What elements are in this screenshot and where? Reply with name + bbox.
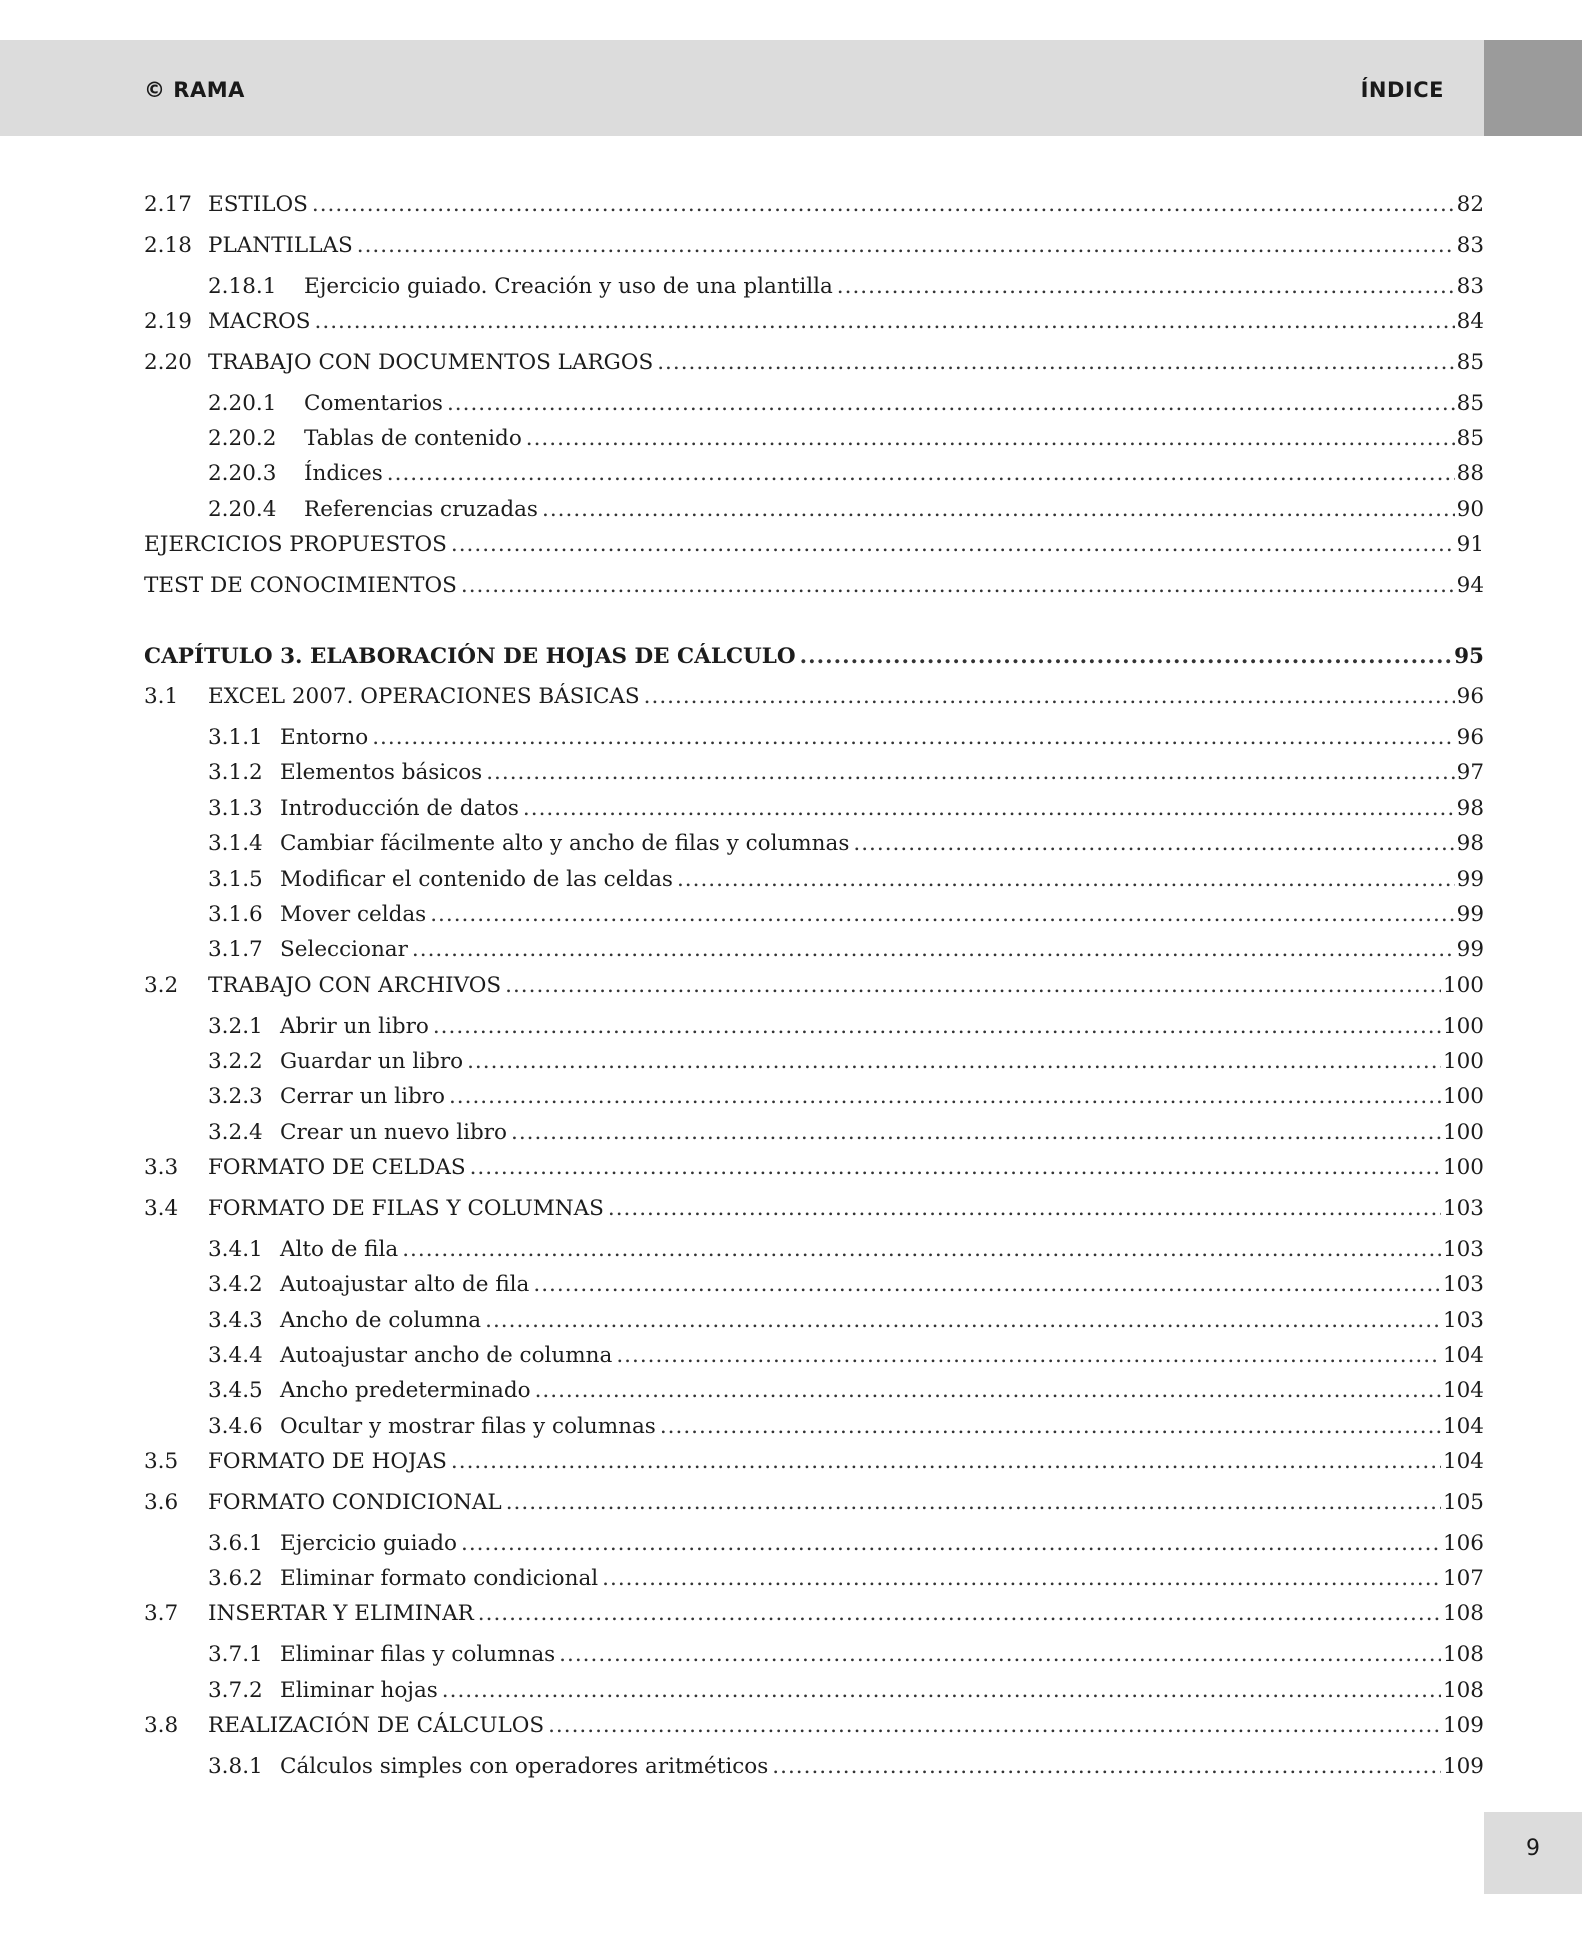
toc-entry — [144, 1713, 1484, 1754]
dot-leader — [559, 1642, 1441, 1667]
toc-entry — [144, 1196, 1484, 1237]
toc-entry — [144, 497, 1484, 532]
dot-leader — [387, 461, 1455, 486]
toc-entry — [144, 1343, 1484, 1378]
toc-entry-title: Tablas de contenido — [304, 425, 522, 451]
toc-entry-page: 96 — [1456, 725, 1484, 751]
toc-entry-page: 104 — [1442, 1449, 1484, 1475]
dot-leader — [837, 274, 1455, 299]
toc-entry-page: 104 — [1442, 1378, 1484, 1404]
toc-entry-page: 82 — [1456, 192, 1484, 217]
toc-entry-title: Ocultar y mostrar filas y columnas — [280, 1413, 656, 1439]
dot-leader — [608, 1196, 1441, 1221]
dot-leader — [433, 1014, 1441, 1039]
toc-entry-title: Guardar un libro — [280, 1048, 464, 1074]
toc-entry-number: 2.20.2 — [208, 425, 277, 451]
toc-entry-title: Eliminar filas y columnas — [280, 1642, 556, 1668]
toc-entry-title: TRABAJO CON ARCHIVOS — [208, 972, 502, 998]
toc-entry-page: 84 — [1456, 308, 1484, 334]
toc-entry — [144, 1490, 1484, 1531]
dot-leader — [461, 1531, 1441, 1556]
toc-entry-title: Alto de fila — [280, 1236, 399, 1262]
dot-leader — [548, 1713, 1441, 1738]
dot-leader — [486, 760, 1454, 785]
toc-entry — [144, 684, 1484, 725]
toc-entry — [144, 573, 1484, 614]
dot-leader — [800, 644, 1452, 669]
dot-leader — [644, 684, 1455, 709]
toc-entry-title: Referencias cruzadas — [304, 496, 538, 522]
dot-leader — [430, 902, 1454, 927]
dot-leader — [312, 192, 1455, 217]
toc-entry-page: 105 — [1442, 1489, 1484, 1515]
toc-entry-page: 99 — [1456, 937, 1484, 963]
toc-entry-title: Cambiar fácilmente alto y ancho de filas y columnas — [280, 831, 850, 857]
dot-leader — [677, 867, 1455, 892]
toc-entry-title: PLANTILLAS — [208, 232, 353, 258]
toc-entry-number: 3.2 — [144, 972, 179, 998]
toc-entry — [144, 532, 1484, 573]
dot-leader — [526, 426, 1455, 451]
toc-entry-number: 3.8.1 — [208, 1753, 263, 1779]
toc-entry-title: Eliminar hojas — [280, 1677, 438, 1703]
toc-entry — [144, 461, 1484, 496]
toc-entry-page: 103 — [1442, 1195, 1484, 1221]
toc-entry-number: 3.1.2 — [208, 760, 263, 786]
toc-entry-title: INSERTAR Y ELIMINAR — [208, 1601, 474, 1627]
toc-entry-title: CAPÍTULO 3. ELABORACIÓN DE HOJAS DE CÁLCULO — [144, 643, 796, 669]
toc-entry — [144, 309, 1484, 350]
page-number: 9 — [1526, 1836, 1540, 1861]
toc-entry-number: 2.18.1 — [208, 273, 277, 299]
toc-entry-title: Ancho de columna — [280, 1307, 482, 1333]
toc-entry-page: 109 — [1442, 1753, 1484, 1779]
toc-entry — [144, 831, 1484, 866]
toc-entry — [144, 192, 1484, 233]
toc-entry — [144, 760, 1484, 795]
toc-entry-number: 3.7 — [144, 1601, 179, 1627]
toc-entry — [144, 937, 1484, 972]
toc-entry-number: 3.5 — [144, 1449, 179, 1475]
toc-entry — [144, 867, 1484, 902]
toc-entry-title: Comentarios — [304, 390, 443, 416]
dot-leader — [470, 1155, 1441, 1180]
dot-leader — [660, 1414, 1441, 1439]
toc-entry-page: 100 — [1442, 972, 1484, 998]
toc-entry-title: TRABAJO CON DOCUMENTOS LARGOS — [208, 349, 654, 375]
dot-leader — [357, 233, 1455, 258]
toc-entry-number: 3.1.7 — [208, 937, 263, 963]
toc-entry-title: Eliminar formato condicional — [280, 1566, 599, 1592]
dot-leader — [772, 1754, 1441, 1779]
toc-entry-page: 90 — [1456, 496, 1484, 522]
toc-entry-title: FORMATO DE FILAS Y COLUMNAS — [208, 1195, 604, 1221]
toc-entry-title: Autoajustar alto de fila — [280, 1272, 530, 1298]
dot-leader — [533, 1272, 1441, 1297]
toc-entry-page: 100 — [1442, 1155, 1484, 1181]
dot-leader — [853, 831, 1454, 856]
toc-entry-title: REALIZACIÓN DE CÁLCULOS — [208, 1713, 545, 1739]
dot-leader — [461, 573, 1455, 598]
toc-entry — [144, 1272, 1484, 1307]
dot-leader — [447, 391, 1455, 416]
toc-entry — [144, 1237, 1484, 1272]
dot-leader — [657, 350, 1454, 375]
toc-entry — [144, 796, 1484, 831]
toc-entry-page: 83 — [1456, 232, 1484, 258]
toc-entry — [144, 1566, 1484, 1601]
toc-entry-title: Índices — [304, 461, 383, 487]
dot-leader — [478, 1601, 1441, 1626]
toc-entry-number: 3.3 — [144, 1155, 179, 1181]
toc-entry — [144, 1308, 1484, 1343]
toc-entry-number: 3.2.2 — [208, 1048, 263, 1074]
toc-entry-number: 2.20 — [144, 349, 192, 375]
toc-entry-number: 2.20.4 — [208, 496, 277, 522]
toc-chapter-entry — [144, 644, 1484, 685]
running-header-right: ÍNDICE — [1360, 78, 1444, 102]
dot-leader — [402, 1237, 1441, 1262]
dot-leader — [451, 1449, 1441, 1474]
dot-leader — [449, 1084, 1441, 1109]
dot-leader — [467, 1049, 1441, 1074]
toc-entry-page: 91 — [1456, 532, 1484, 558]
toc-entry-page: 96 — [1456, 684, 1484, 710]
toc-entry-number: 2.20.3 — [208, 461, 277, 487]
toc-entry-title: Cerrar un libro — [280, 1084, 445, 1110]
toc-entry — [144, 1014, 1484, 1049]
toc-entry-title: Elementos básicos — [280, 760, 483, 786]
toc-entry-number: 3.4.3 — [208, 1307, 263, 1333]
toc-entry-number: 3.2.1 — [208, 1013, 263, 1039]
toc-entry-title: Introducción de datos — [280, 795, 519, 821]
toc-entry-title: ESTILOS — [208, 192, 308, 217]
toc-entry — [144, 902, 1484, 937]
toc-entry-page: 97 — [1456, 760, 1484, 786]
toc-entry — [144, 426, 1484, 461]
dot-leader — [523, 796, 1455, 821]
toc-entry-page: 107 — [1442, 1566, 1484, 1592]
toc-entry-page: 100 — [1442, 1084, 1484, 1110]
toc-entry — [144, 1414, 1484, 1449]
toc-entry-number: 2.20.1 — [208, 390, 277, 416]
toc-entry-page: 103 — [1442, 1272, 1484, 1298]
toc-entry — [144, 1642, 1484, 1677]
toc-entry-number: 3.4.4 — [208, 1342, 263, 1368]
running-header-left: © RAMA — [144, 78, 245, 102]
toc-entry — [144, 350, 1484, 391]
toc-entry-number: 3.4.5 — [208, 1378, 263, 1404]
toc-entry-title: Mover celdas — [280, 901, 427, 927]
toc-entry-page: 98 — [1456, 795, 1484, 821]
toc-entry-title: FORMATO CONDICIONAL — [208, 1489, 502, 1515]
toc-entry-number: 3.1 — [144, 684, 179, 710]
toc-entry-number: 3.6 — [144, 1489, 179, 1515]
toc-entry-number: 3.4.6 — [208, 1413, 263, 1439]
toc-entry-title: Modificar el contenido de las celdas — [280, 866, 673, 892]
toc-entry-page: 99 — [1456, 901, 1484, 927]
toc-entry-title: TEST DE CONOCIMIENTOS — [144, 572, 457, 598]
toc-entry-number: 3.7.1 — [208, 1642, 263, 1668]
toc-entry-page: 85 — [1456, 349, 1484, 375]
toc-entry-title: Ejercicio guiado. Creación y uso de una plantilla — [304, 273, 833, 299]
toc-entry-number: 3.4.1 — [208, 1236, 263, 1262]
toc-entry-title: EJERCICIOS PROPUESTOS — [144, 532, 447, 558]
dot-leader — [616, 1343, 1441, 1368]
toc-entry — [144, 1678, 1484, 1713]
toc-entry-title: FORMATO DE CELDAS — [208, 1155, 466, 1181]
dot-leader — [372, 725, 1454, 750]
toc-entry-number: 3.6.2 — [208, 1566, 263, 1592]
toc-entry-number: 3.1.4 — [208, 831, 263, 857]
header-tab — [1484, 40, 1582, 136]
toc-entry-number: 3.1.3 — [208, 795, 263, 821]
dot-leader — [506, 1490, 1441, 1515]
toc-entry — [144, 1155, 1484, 1196]
toc-entry-page: 108 — [1442, 1601, 1484, 1627]
toc-entry-page: 100 — [1442, 1013, 1484, 1039]
toc-entry-title: Crear un nuevo libro — [280, 1119, 507, 1145]
toc-entry — [144, 1601, 1484, 1642]
toc-entry-page: 106 — [1442, 1530, 1484, 1556]
toc-entry-number: 2.18 — [144, 232, 192, 258]
toc-entry-title: Seleccionar — [280, 937, 408, 963]
table-of-contents — [144, 192, 1484, 1789]
toc-entry — [144, 1449, 1484, 1490]
dot-leader — [511, 1120, 1441, 1145]
dot-leader — [485, 1308, 1441, 1333]
toc-entry-number: 3.7.2 — [208, 1677, 263, 1703]
toc-entry-page: 98 — [1456, 831, 1484, 857]
toc-entry-page: 104 — [1442, 1342, 1484, 1368]
toc-entry-number: 3.1.1 — [208, 725, 263, 751]
toc-entry-title: Ejercicio guiado — [280, 1530, 457, 1556]
toc-entry-page: 95 — [1454, 643, 1484, 669]
toc-entry-page: 108 — [1442, 1642, 1484, 1668]
dot-leader — [535, 1378, 1441, 1403]
toc-entry-title: MACROS — [208, 308, 311, 334]
toc-entry-title: Autoajustar ancho de columna — [280, 1342, 613, 1368]
toc-entry-title: EXCEL 2007. OPERACIONES BÁSICAS — [208, 684, 640, 710]
toc-entry-title: Entorno — [280, 725, 369, 751]
toc-entry-number: 3.1.5 — [208, 866, 263, 892]
toc-entry — [144, 274, 1484, 309]
toc-entry — [144, 725, 1484, 760]
toc-entry-page: 83 — [1456, 273, 1484, 299]
dot-leader — [412, 937, 1455, 962]
toc-entry-page: 100 — [1442, 1048, 1484, 1074]
toc-entry — [144, 1754, 1484, 1789]
toc-entry — [144, 391, 1484, 426]
toc-entry-page: 108 — [1442, 1677, 1484, 1703]
toc-entry-page: 109 — [1442, 1713, 1484, 1739]
toc-entry — [144, 973, 1484, 1014]
toc-entry-page: 85 — [1456, 425, 1484, 451]
toc-entry-title: Cálculos simples con operadores aritméticos — [280, 1753, 769, 1779]
toc-entry — [144, 1378, 1484, 1413]
dot-leader — [315, 309, 1455, 334]
toc-entry-number: 3.6.1 — [208, 1530, 263, 1556]
toc-entry-title: FORMATO DE HOJAS — [208, 1449, 447, 1475]
toc-entry — [144, 233, 1484, 274]
toc-entry-page: 99 — [1456, 866, 1484, 892]
toc-entry-page: 103 — [1442, 1236, 1484, 1262]
toc-entry-page: 88 — [1456, 461, 1484, 487]
toc-entry-page: 103 — [1442, 1307, 1484, 1333]
toc-entry-number: 2.19 — [144, 308, 192, 334]
dot-leader — [451, 532, 1455, 557]
toc-entry — [144, 1120, 1484, 1155]
toc-entry-number: 2.17 — [144, 192, 192, 217]
toc-entry-page: 85 — [1456, 390, 1484, 416]
toc-entry-title: Ancho predeterminado — [280, 1378, 531, 1404]
toc-entry-number: 3.1.6 — [208, 901, 263, 927]
toc-entry — [144, 1084, 1484, 1119]
dot-leader — [505, 973, 1441, 998]
toc-entry-title: Abrir un libro — [280, 1013, 429, 1039]
toc-entry-number: 3.2.4 — [208, 1119, 263, 1145]
dot-leader — [602, 1566, 1441, 1591]
toc-entry-number: 3.2.3 — [208, 1084, 263, 1110]
dot-leader — [442, 1678, 1441, 1703]
dot-leader — [542, 497, 1455, 522]
toc-entry-number: 3.4.2 — [208, 1272, 263, 1298]
toc-entry — [144, 1531, 1484, 1566]
toc-entry-page: 104 — [1442, 1413, 1484, 1439]
toc-entry-page: 94 — [1456, 572, 1484, 598]
toc-entry-page: 100 — [1442, 1119, 1484, 1145]
toc-entry — [144, 1049, 1484, 1084]
toc-entry-number: 3.8 — [144, 1713, 179, 1739]
toc-entry-number: 3.4 — [144, 1195, 179, 1221]
